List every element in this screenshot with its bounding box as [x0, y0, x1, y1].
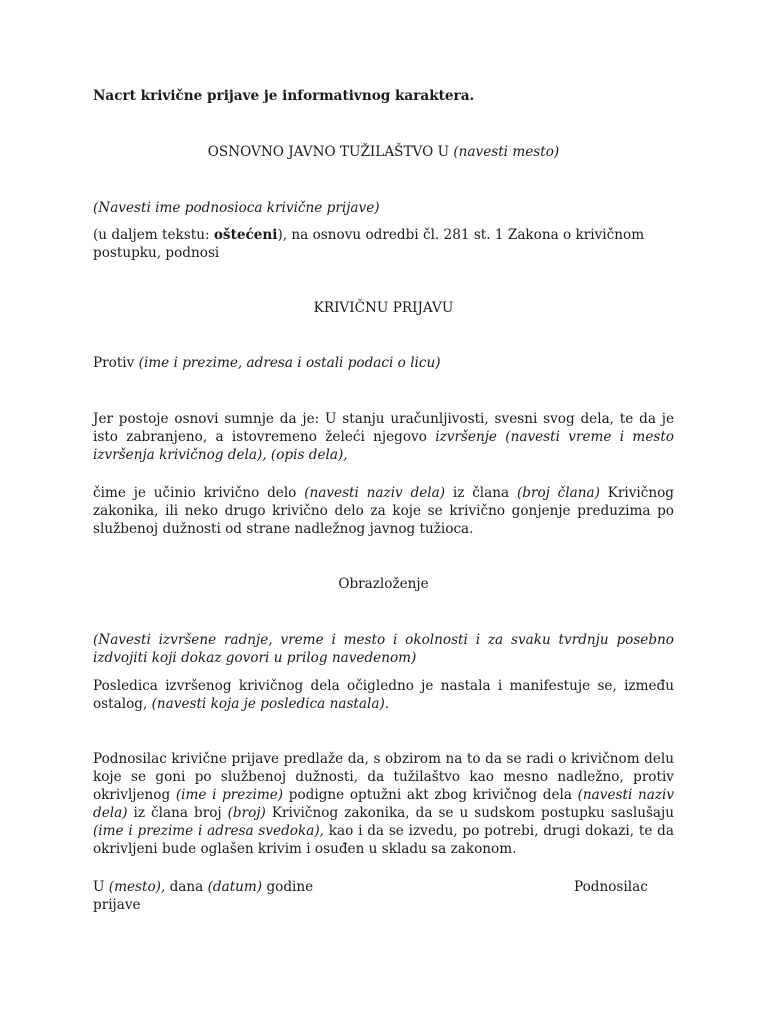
reasoning-placeholder: (Navesti izvršene radnje, vreme i mesto i okolnosti i za svaku tvrdnju posebno izdvojiti koji dokaz govori u prilog navedenom)	[93, 632, 674, 666]
signature-label-continued: prijave	[93, 897, 141, 913]
disclaimer: Nacrt krivične prijave je informativnog karaktera.	[93, 88, 475, 104]
reasoning-heading: Obrazloženje	[338, 576, 429, 592]
consequence-paragraph: Posledica izvršenog krivičnog dela očigledno je nastala i manifestuje se, između ostalog, (navesti koja je posledica nastala).	[93, 678, 674, 712]
intro-paragraph: (u daljem tekstu: oštećeni), na osnovu odredbi čl. 281 st. 1 Zakona o krivičnom postupku, podnosi	[93, 227, 645, 261]
filer-placeholder: (Navesti ime podnosioca krivične prijave)	[93, 200, 380, 216]
proposal-paragraph: Podnosilac krivične prijave predlaže da, s obzirom na to da se radi o krivičnom delu koje se goni po službenoj dužnosti, da tužilaštvo kao mesno nadležno, protiv okrivljenog (ime i prezime) podigne optužni akt zbog krivičnog dela (navesti naziv dela) iz člana broj (broj) Krivičnog zakonika, da se u sudskom postupku saslušaju (ime i prezime i adresa svedoka), kao i da se izvedu, po potrebi, drugi dokazi, te da okrivljeni bude oglašen krivim i osuđen u skladu sa zakonom.	[93, 751, 675, 857]
signature-label: Podnosilac	[574, 879, 648, 895]
offense-paragraph: čime je učinio krivično delo (navesti naziv dela) iz člana (broj člana) Krivičnog zakonika, ili neko drugo krivično delo za koje se krivično gonjenje preduzima po službenoj dužnosti od strane nadležnog javnog tužioca.	[93, 485, 674, 537]
place-date-line: U (mesto), dana (datum) godine	[93, 879, 314, 895]
suspicion-paragraph: Jer postoje osnovi sumnje da je: U stanju uračunljivosti, svesni svog dela, te da je isto zabranjeno, a istovremeno želeći njegovo izvršenje (navesti vreme i mesto izvršenja krivičnog dela), (opis dela),	[93, 411, 674, 463]
against-line: Protiv (ime i prezime, adresa i ostali podaci o licu)	[93, 355, 441, 371]
document-heading: KRIVIČNU PRIJAVU	[313, 300, 454, 316]
addressee: OSNOVNO JAVNO TUŽILAŠTVO U (navesti mesto)	[207, 144, 560, 160]
